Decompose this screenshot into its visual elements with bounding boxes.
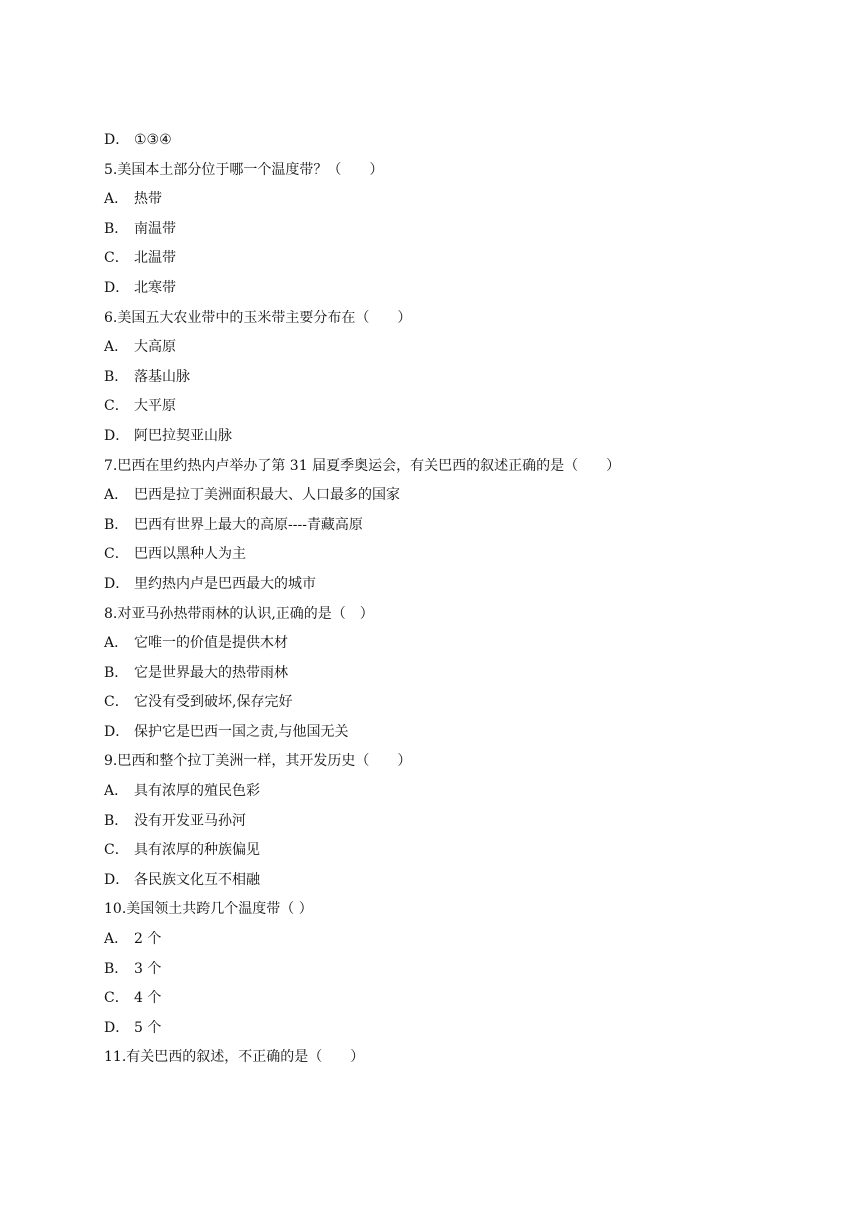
option-text: 大高原 [134, 339, 176, 356]
option-text: 热带 [134, 191, 162, 208]
option-text: ①③④ [134, 132, 172, 148]
option-text: 它唯一的价值是提供木材 [134, 635, 288, 652]
option-text: 具有浓厚的种族偏见 [134, 842, 260, 859]
option-line [104, 244, 784, 274]
option-text: 南温带 [134, 220, 176, 237]
option-text: 里约热内卢是巴西最大的城市 [134, 575, 316, 592]
option-letter: D． [104, 575, 130, 592]
option-text: 巴西有世界上最大的高原----青藏高原 [134, 516, 363, 533]
option-line [104, 659, 784, 689]
option-letter: A． [104, 783, 129, 800]
option-text: 巴西以黑种人为主 [134, 546, 246, 563]
option-line [104, 629, 784, 659]
option-text: 它是世界最大的热带雨林 [134, 664, 288, 681]
option-letter: B． [104, 220, 129, 237]
option-letter: B． [104, 664, 129, 681]
option-letter: C． [104, 990, 129, 1007]
option-text: 它没有受到破坏,保存完好 [134, 694, 293, 711]
option-letter: C． [104, 842, 129, 859]
option-text: 没有开发亚马孙河 [134, 812, 246, 829]
option-line [104, 511, 784, 541]
option-line [104, 836, 784, 866]
option-text: 阿巴拉契亚山脉 [134, 427, 232, 444]
question-6: 6.美国五大农业带中的玉米带主要分布在（ ） [104, 309, 412, 326]
option-line [104, 481, 784, 511]
option-line [104, 688, 784, 718]
option-line [104, 955, 784, 985]
option-text: 各民族文化互不相融 [134, 871, 260, 888]
option-text: 5 个 [134, 1019, 162, 1036]
option-line [104, 126, 784, 156]
option-letter: D． [104, 871, 130, 888]
option-line [104, 570, 784, 600]
question-5: 5.美国本土部分位于哪一个温度带？（ ） [104, 161, 384, 178]
option-line [104, 984, 784, 1014]
option-text: 具有浓厚的殖民色彩 [134, 783, 260, 800]
option-letter: D． [104, 723, 130, 740]
option-text: 北寒带 [134, 279, 176, 296]
option-line [104, 333, 784, 363]
option-letter: A． [104, 487, 129, 504]
option-line [104, 185, 784, 215]
option-line [104, 363, 784, 393]
option-letter: A． [104, 931, 129, 948]
option-line [104, 807, 784, 837]
option-line [104, 392, 784, 422]
option-line [104, 540, 784, 570]
option-letter: A． [104, 339, 129, 356]
option-letter: C． [104, 694, 129, 711]
option-letter: D． [104, 1019, 130, 1036]
option-letter: A． [104, 191, 129, 208]
option-line [104, 1014, 784, 1044]
question-10: 10.美国领土共跨几个温度带（ ） [104, 901, 313, 918]
option-text: 巴西是拉丁美洲面积最大、人口最多的国家 [134, 487, 400, 504]
question-11: 11.有关巴西的叙述，不正确的是（ ） [104, 1049, 365, 1066]
question-7: 7.巴西在里约热内卢举办了第 31 届夏季奥运会，有关巴西的叙述正确的是（ ） [104, 457, 621, 474]
option-line [104, 422, 784, 452]
option-letter: B． [104, 368, 129, 385]
question-list [104, 126, 784, 1073]
option-line [104, 866, 784, 896]
option-line [104, 925, 784, 955]
option-line [104, 274, 784, 304]
option-line [104, 718, 784, 748]
option-text: 2 个 [134, 931, 162, 948]
option-letter: C． [104, 250, 129, 267]
option-letter: D． [104, 427, 130, 444]
option-text: 大平原 [134, 398, 176, 415]
option-text: 4 个 [134, 990, 162, 1007]
option-letter: B． [104, 960, 129, 977]
option-letter: D． [104, 132, 130, 148]
option-text: 北温带 [134, 250, 176, 267]
option-line [104, 777, 784, 807]
question-9: 9.巴西和整个拉丁美洲一样，其开发历史（ ） [104, 753, 412, 770]
option-text: 3 个 [134, 960, 162, 977]
option-letter: C． [104, 546, 129, 563]
option-line [104, 215, 784, 245]
option-letter: D． [104, 279, 130, 296]
option-letter: A． [104, 635, 129, 652]
option-text: 保护它是巴西一国之责,与他国无关 [134, 723, 349, 740]
question-8: 8.对亚马孙热带雨林的认识,正确的是（ ） [104, 605, 374, 622]
option-letter: C． [104, 398, 129, 415]
option-text: 落基山脉 [134, 368, 190, 385]
option-letter: B． [104, 812, 129, 829]
option-letter: B． [104, 516, 129, 533]
